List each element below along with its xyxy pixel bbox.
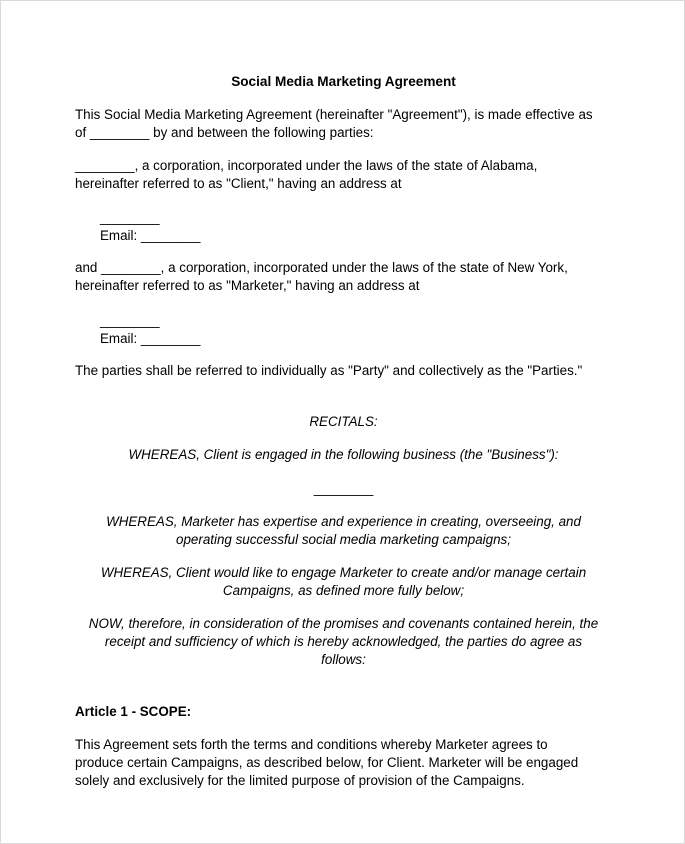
now-therefore-line: NOW, therefore, in consideration of the promises and covenants contained herein, the — [88, 616, 599, 631]
article1-line: solely and exclusively for the limited purpose of provision of the Campaigns. — [75, 773, 525, 788]
recitals-heading: RECITALS: — [309, 414, 378, 429]
marketer-party-line: and ________, a corporation, incorporated under the laws of the state of New York, — [75, 260, 568, 275]
intro-line: of ________ by and between the following parties: — [75, 125, 374, 140]
article1-line: This Agreement sets forth the terms and conditions whereby Marketer agrees to — [75, 737, 548, 752]
whereas-client-line: WHEREAS, Client would like to engage Marketer to create and/or manage certain — [100, 565, 587, 580]
whereas-marketer-line: WHEREAS, Marketer has expertise and experience in creating, overseeing, and — [106, 514, 581, 529]
client-address-block — [100, 209, 201, 245]
client-address-blank: ________ — [100, 210, 160, 225]
document-title: Social Media Marketing Agreement — [231, 74, 456, 89]
marketer-email: Email: ________ — [100, 331, 201, 346]
client-party-paragraph — [75, 157, 537, 193]
whereas-marketer-line: operating successful social media marketing campaigns; — [176, 532, 511, 547]
client-party-line: hereinafter referred to as "Client," having an address at — [75, 176, 402, 191]
now-therefore-line: receipt and sufficiency of which is hereby acknowledged, the parties do agree as — [104, 634, 583, 649]
marketer-party-paragraph — [75, 259, 568, 295]
business-blank: ________ — [313, 481, 374, 496]
whereas-client-line: Campaigns, as defined more fully below; — [222, 583, 465, 598]
whereas-marketer-paragraph — [1, 513, 685, 549]
client-party-line: ________, a corporation, incorporated under the laws of the state of Alabama, — [75, 158, 538, 173]
intro-line: This Social Media Marketing Agreement (hereinafter "Agreement"), is made effective as — [75, 107, 593, 122]
whereas-business: WHEREAS, Client is engaged in the following business (the "Business"): — [128, 447, 559, 462]
article1-body — [75, 736, 578, 790]
whereas-client-paragraph — [1, 564, 685, 600]
now-therefore-paragraph — [1, 615, 685, 669]
intro-paragraph — [75, 106, 593, 142]
article1-line: produce certain Campaigns, as described below, for Client. Marketer will be engaged — [75, 755, 579, 770]
marketer-party-line: hereinafter referred to as "Marketer," having an address at — [75, 278, 420, 293]
marketer-address-block — [100, 312, 201, 348]
now-therefore-line: follows: — [321, 652, 366, 667]
client-email: Email: ________ — [100, 228, 201, 243]
article1-heading: Article 1 - SCOPE: — [75, 704, 192, 719]
parties-definition: The parties shall be referred to individually as "Party" and collectively as the "Parties." — [75, 363, 583, 378]
marketer-address-blank: ________ — [100, 313, 160, 328]
